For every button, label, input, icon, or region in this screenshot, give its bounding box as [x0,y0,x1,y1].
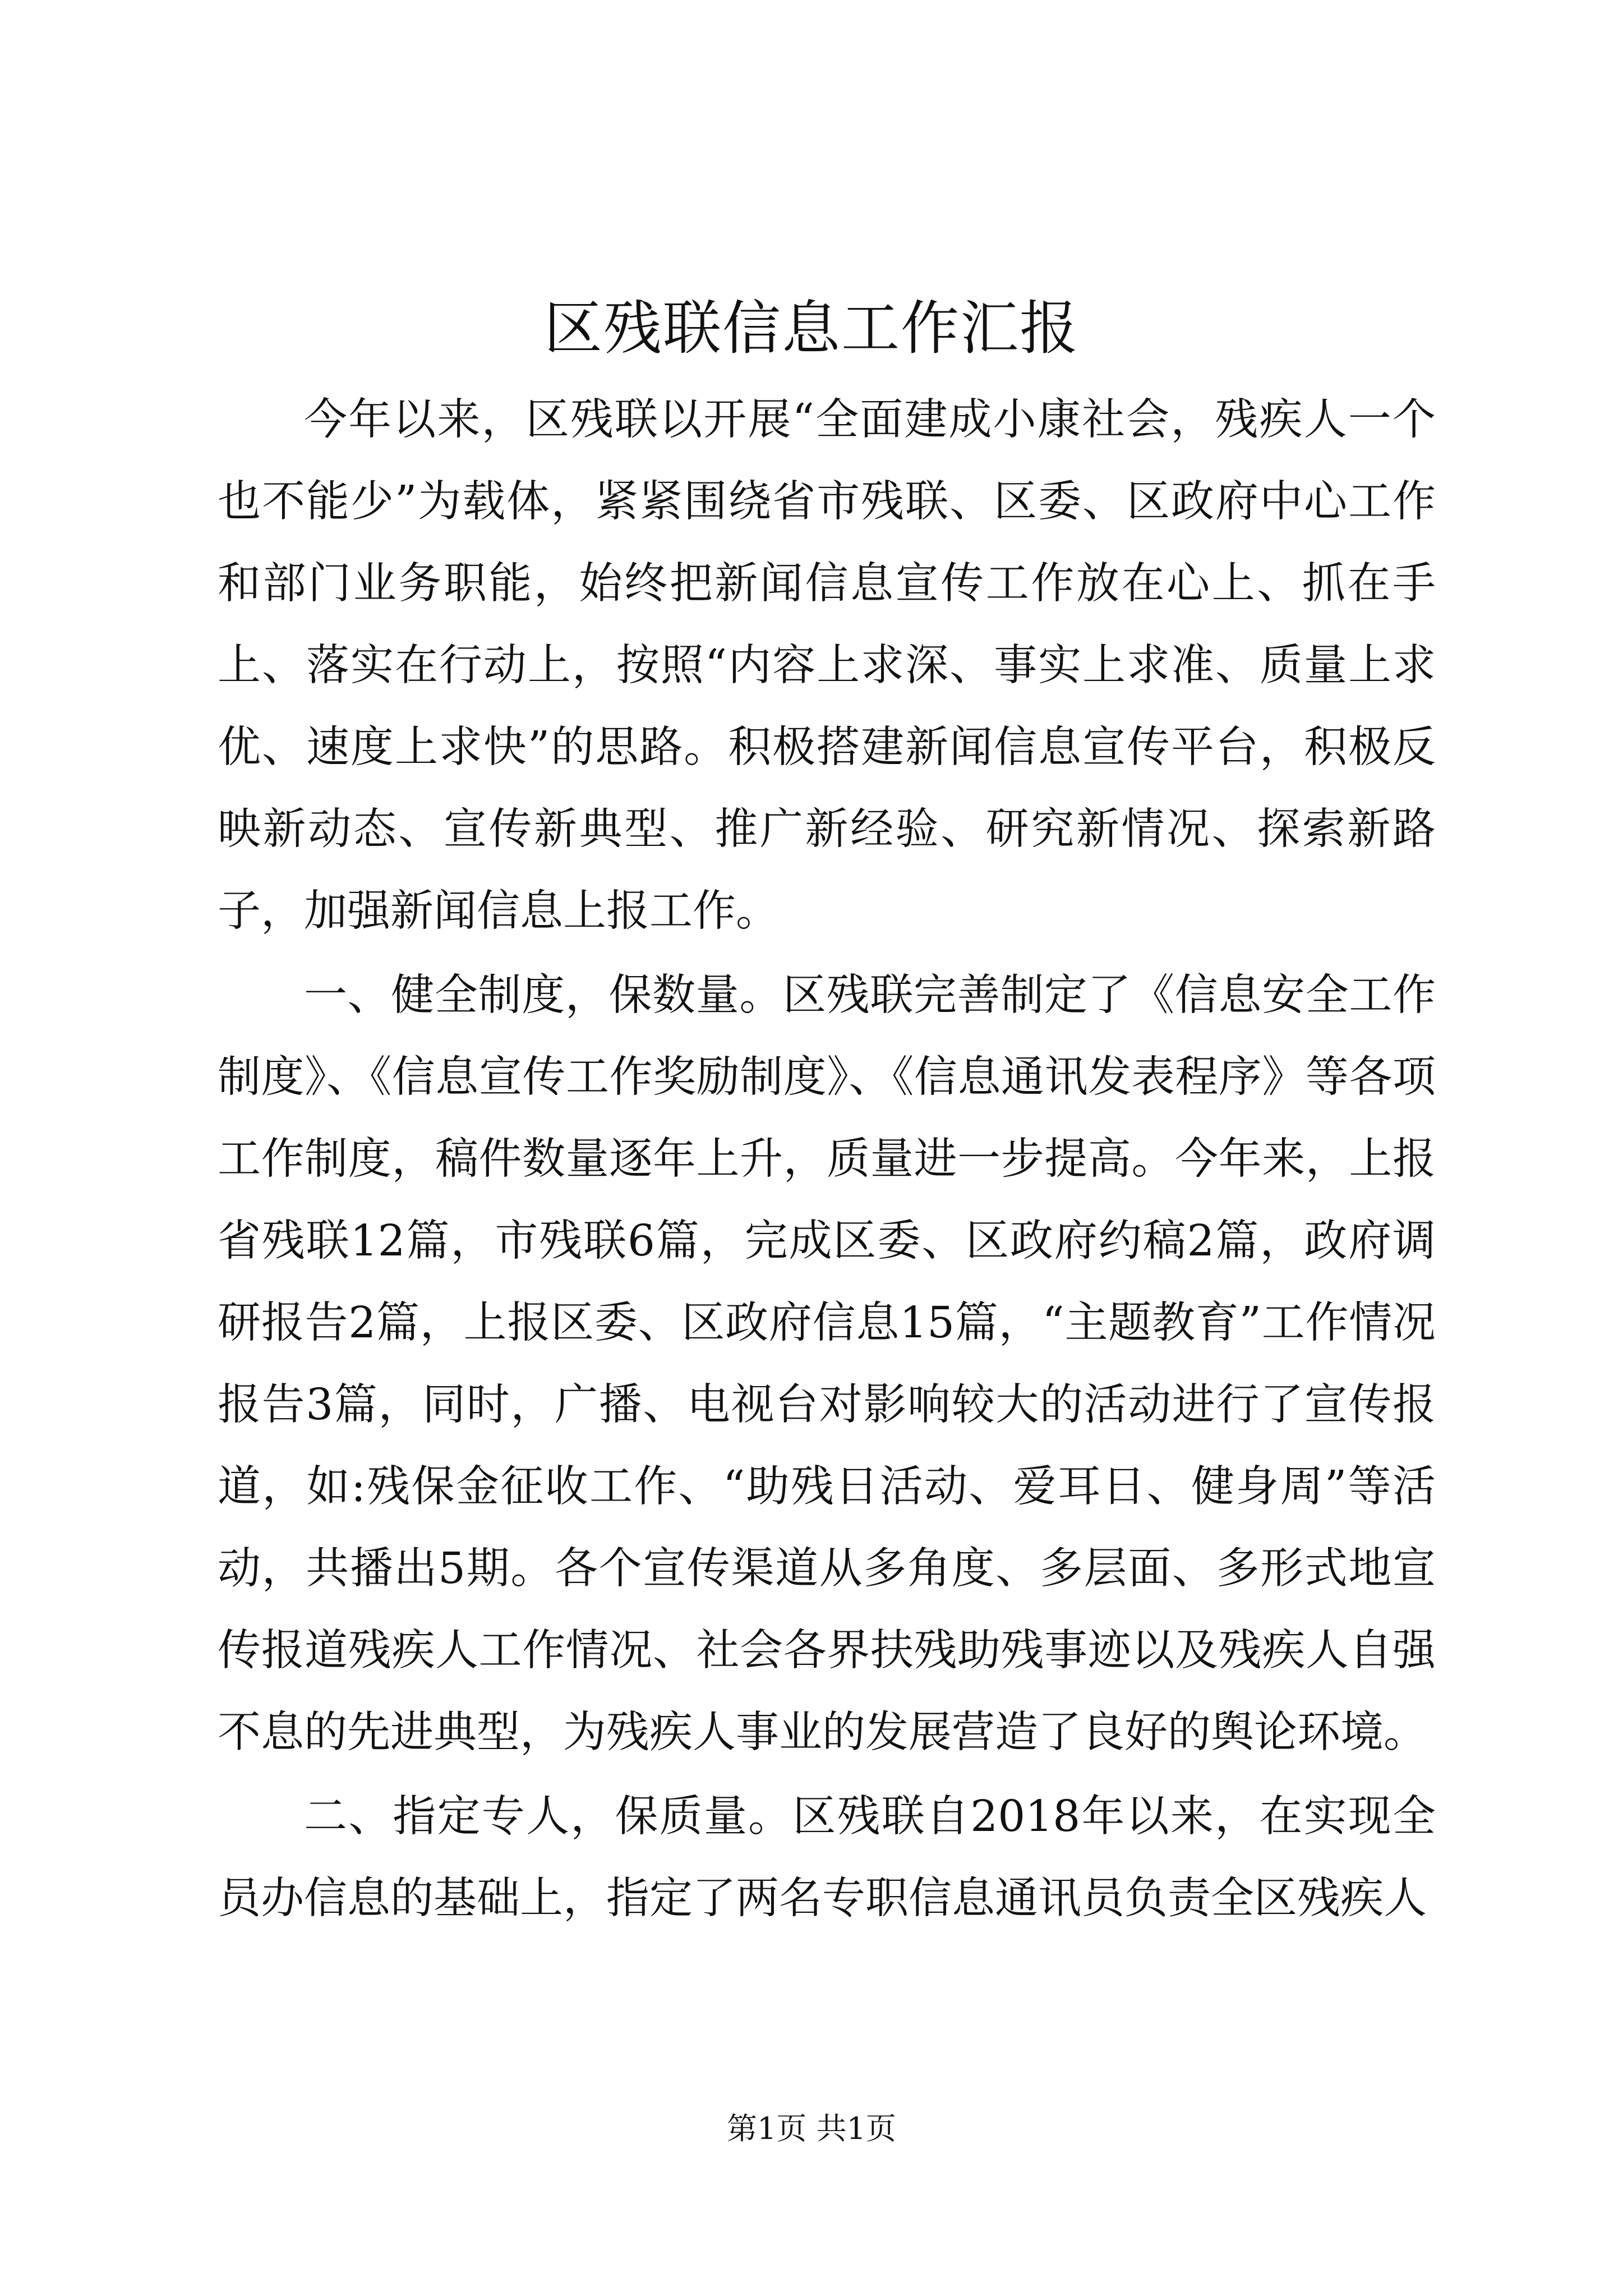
document-title: 区残联信息工作汇报 [543,294,1079,362]
paragraph-intro: 今年以来，区残联以开展“全面建成小康社会，残疾人一个也不能少”为载体，紧紧围绕省市残联、区委、区政府中心工作和部门业务职能，始终把新闻信息宣传工作放在心上、抓在手上、落实在行动上，按照“内容上求深、事实上求准、质量上求优、速度上求快”的思路。积极搭建新闻信息宣传平台，积极反映新动态、宣传新典型、推广新经验、研究新情况、探索新路子，加强新闻信息上报工作。 [218,395,1436,936]
paragraph-section-1: 一、健全制度，保数量。区残联完善制定了《信息安全工作制度》、《信息宣传工作奖励制度》、《信息通讯发表程序》等各项工作制度，稿件数量逐年上升，质量进一步提高。今年来，上报省残联12篇，市残联6篇，完成区委、区政府约稿2篇，政府调研报告2篇，上报区委、区政府信息15篇，“主题教育”工作情况报告3篇，同时，广播、电视台对影响较大的活动进行了宣传报道，如:残保金征收工作、“助残日活动、爱耳日、健身周”等活动，共播出5期。各个宣传渠道从多角度、多层面、多形式地宣传报道残疾人工作情况、社会各界扶残助残事迹以及残疾人自强不息的先进典型，为残疾人事业的发展营造了良好的舆论环境。 [218,970,1436,1757]
page-number-footer: 第1页 共1页 [727,2111,896,2146]
paragraph-section-2: 二、指定专人，保质量。区残联自2018年以来，在实现全员办信息的基础上，指定了两名专职信息通讯员负责全区残疾人 [218,1792,1436,1924]
document-body [218,379,1436,1940]
